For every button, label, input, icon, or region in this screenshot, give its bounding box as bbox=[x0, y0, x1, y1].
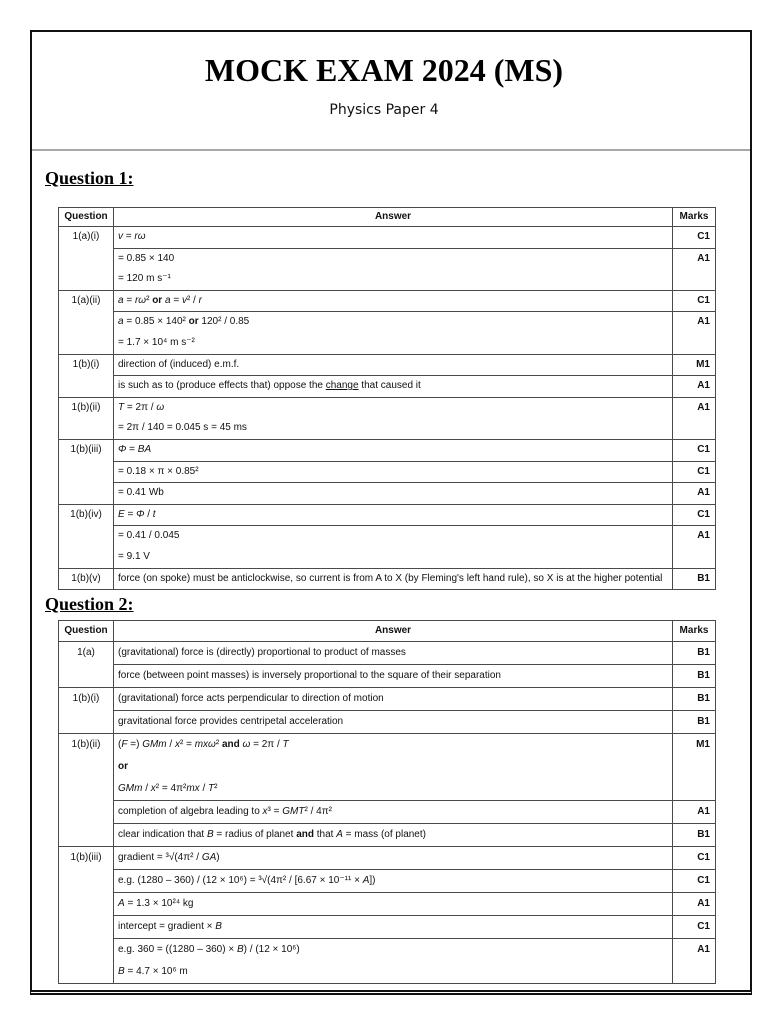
question-group bbox=[59, 226, 715, 290]
table-row bbox=[114, 800, 715, 823]
header-answer: Answer bbox=[374, 625, 412, 636]
answer-text: ( bbox=[118, 739, 122, 750]
mark-value: C1 bbox=[672, 847, 715, 869]
answer-text: t bbox=[152, 508, 156, 520]
answer-line bbox=[118, 688, 672, 710]
question-number: 1(b)(v) bbox=[59, 569, 114, 590]
answer-text: clear indication that bbox=[118, 829, 207, 840]
question-group bbox=[59, 354, 715, 397]
answer-line bbox=[118, 418, 672, 439]
mark-value: B1 bbox=[672, 688, 715, 710]
answer-text: or bbox=[188, 316, 199, 328]
answer-text: or bbox=[152, 294, 163, 306]
answer-text: force (on spoke) must be anticlockwise, so current is from A to X (by Fleming's left hand rule), so X is at the higher potential bbox=[118, 572, 663, 584]
answer-text: x bbox=[150, 783, 156, 794]
answer-text: e.g. 360 = ((1280 – 360) × bbox=[118, 944, 237, 955]
answer-text: ² bbox=[146, 294, 153, 306]
answer-text: direction of (induced) e.m.f. bbox=[118, 358, 240, 370]
answer-cell bbox=[114, 398, 672, 439]
mark-value: B1 bbox=[672, 711, 715, 733]
answer-line bbox=[118, 824, 672, 846]
answer-rows bbox=[114, 227, 715, 290]
answer-text: = mass (of planet) bbox=[342, 829, 426, 840]
answer-text: force (between point masses) is inversely proportional to the square of their separation bbox=[118, 670, 501, 681]
answer-line bbox=[118, 526, 672, 547]
answer-text: Φ bbox=[136, 508, 145, 520]
answer-line bbox=[118, 916, 672, 938]
answer-line bbox=[118, 249, 672, 270]
answer-text: ² = 4π² bbox=[155, 783, 187, 794]
answer-line bbox=[118, 398, 672, 419]
answer-cell bbox=[114, 916, 672, 938]
table-row bbox=[114, 248, 715, 290]
answer-text: = bbox=[126, 443, 138, 455]
answer-text: ]) bbox=[369, 875, 376, 886]
answer-text: x bbox=[174, 739, 180, 750]
header-marks: Marks bbox=[672, 621, 715, 641]
header-question: Question bbox=[59, 208, 114, 226]
answer-line bbox=[118, 734, 672, 756]
mark-value: C1 bbox=[672, 916, 715, 938]
answer-cell bbox=[114, 462, 672, 483]
answer-text: completion of algebra leading to bbox=[118, 806, 263, 817]
answer-line bbox=[118, 269, 672, 290]
answer-cell bbox=[114, 711, 672, 733]
answer-cell bbox=[114, 939, 672, 983]
table-row bbox=[114, 461, 715, 483]
question-number: 1(b)(iii) bbox=[59, 847, 114, 983]
answer-text: that caused it bbox=[358, 380, 421, 392]
answer-line bbox=[118, 756, 672, 778]
table-row bbox=[114, 664, 715, 687]
question-number: 1(a) bbox=[59, 642, 114, 687]
answer-text: that bbox=[313, 829, 337, 840]
answer-line bbox=[118, 333, 672, 354]
answer-text: = 0.41 Wb bbox=[118, 487, 164, 499]
answer-cell bbox=[114, 355, 672, 376]
table-row bbox=[114, 311, 715, 353]
answer-text: mxω bbox=[194, 739, 216, 750]
answer-text: T bbox=[282, 739, 289, 750]
answer-text: = 1.3 × 10²⁴ kg bbox=[124, 898, 194, 909]
answer-text: = 120 m s⁻¹ bbox=[118, 273, 171, 285]
question-group bbox=[59, 504, 715, 568]
answer-text: BA bbox=[137, 443, 152, 455]
answer-cell bbox=[114, 569, 672, 590]
question-number: 1(b)(iii) bbox=[59, 440, 114, 504]
mark-value: M1 bbox=[672, 355, 715, 376]
answer-text: = 2π / bbox=[250, 739, 283, 750]
answer-text: a bbox=[118, 316, 124, 328]
mark-value: C1 bbox=[672, 870, 715, 892]
answer-text: / bbox=[199, 783, 209, 794]
answer-text: 120² / 0.85 bbox=[198, 316, 250, 328]
answer-cell bbox=[114, 893, 672, 915]
answer-text: / bbox=[142, 783, 151, 794]
answer-text: is such as to (produce effects that) oppose the bbox=[118, 380, 326, 392]
answer-cell bbox=[114, 847, 672, 869]
answer-rows bbox=[114, 505, 715, 568]
mark-value: A1 bbox=[672, 249, 715, 290]
header-question: Question bbox=[59, 621, 114, 641]
mark-value: A1 bbox=[672, 526, 715, 567]
table-row bbox=[114, 525, 715, 567]
answer-text: = 9.1 V bbox=[118, 550, 150, 562]
answer-text: = bbox=[123, 294, 135, 306]
answer-text: r bbox=[198, 294, 202, 306]
answer-text: A bbox=[118, 898, 125, 909]
answer-text: = 2π / 140 = 0.045 s = 45 ms bbox=[118, 422, 247, 434]
mark-value: M1 bbox=[672, 734, 715, 800]
answer-line bbox=[118, 376, 672, 397]
answer-text: B bbox=[118, 966, 125, 977]
question-group bbox=[59, 439, 715, 504]
answer-text: = 1.7 × 10⁴ m s⁻² bbox=[118, 336, 195, 348]
answer-rows bbox=[114, 398, 715, 439]
answer-rows bbox=[114, 569, 715, 590]
answer-text: T bbox=[118, 401, 125, 413]
answer-line bbox=[118, 227, 672, 248]
question-group bbox=[59, 641, 715, 687]
answer-cell bbox=[114, 440, 672, 461]
answer-cell bbox=[114, 227, 672, 248]
table-row bbox=[114, 823, 715, 846]
answer-text: ³ = bbox=[267, 806, 283, 817]
answer-line bbox=[118, 547, 672, 568]
table-row bbox=[114, 482, 715, 504]
mark-value: A1 bbox=[672, 376, 715, 397]
answer-rows bbox=[114, 291, 715, 354]
answer-line bbox=[118, 961, 672, 983]
answer-text: A bbox=[362, 875, 370, 886]
answer-cell bbox=[114, 824, 672, 846]
answer-text: v bbox=[181, 294, 187, 306]
table-row bbox=[114, 847, 715, 869]
answer-text: E bbox=[118, 508, 125, 520]
mark-value: A1 bbox=[672, 893, 715, 915]
answer-line bbox=[118, 893, 672, 915]
table-row bbox=[114, 915, 715, 938]
table-row bbox=[114, 375, 715, 397]
answer-text: change bbox=[325, 380, 359, 392]
answer-cell bbox=[114, 376, 672, 397]
answer-text: = 4.7 × 10⁶ m bbox=[124, 966, 188, 977]
answer-cell bbox=[114, 249, 672, 290]
table-row bbox=[114, 710, 715, 733]
answer-line bbox=[118, 847, 672, 869]
answer-text: rω bbox=[134, 231, 146, 242]
answer-line bbox=[118, 505, 672, 526]
answer-text: = 2π / bbox=[124, 401, 157, 413]
question-number: 1(a)(ii) bbox=[59, 291, 114, 354]
answer-text: = 0.85 × 140 bbox=[118, 252, 175, 264]
answer-text: Φ bbox=[118, 443, 127, 455]
mark-value: C1 bbox=[672, 462, 715, 483]
answer-cell bbox=[114, 642, 672, 664]
answer-line bbox=[118, 569, 672, 590]
divider-line bbox=[32, 149, 750, 151]
answer-text: gravitational force provides centripetal acceleration bbox=[118, 716, 344, 727]
answer-text: and bbox=[296, 829, 314, 840]
answer-text: ω bbox=[156, 401, 165, 413]
answer-cell bbox=[114, 688, 672, 710]
answer-cell bbox=[114, 291, 672, 312]
answer-cell bbox=[114, 483, 672, 504]
table-row bbox=[114, 440, 715, 461]
answer-rows bbox=[114, 440, 715, 504]
answer-text: GA bbox=[201, 852, 217, 863]
question-group bbox=[59, 290, 715, 354]
answer-text: B bbox=[215, 921, 222, 932]
answer-text: = bbox=[170, 294, 182, 306]
table-row bbox=[114, 398, 715, 439]
table-row bbox=[114, 227, 715, 248]
answer-text: ) bbox=[216, 852, 220, 863]
answer-line bbox=[118, 665, 672, 687]
answer-cell bbox=[114, 734, 672, 800]
table-row bbox=[114, 892, 715, 915]
answer-line bbox=[118, 642, 672, 664]
question-group bbox=[59, 846, 715, 983]
answer-rows bbox=[114, 642, 715, 687]
answer-text: (gravitational) force acts perpendicular to direction of motion bbox=[118, 693, 384, 704]
mark-value: A1 bbox=[672, 939, 715, 983]
answer-text: and bbox=[221, 739, 240, 750]
mark-value: A1 bbox=[672, 312, 715, 353]
header-answer: Answer bbox=[374, 211, 412, 222]
answer-text: = 0.18 × π × 0.85² bbox=[118, 465, 199, 477]
answer-text: ² = bbox=[179, 739, 195, 750]
answer-line bbox=[118, 462, 672, 483]
table-header-row bbox=[59, 208, 715, 226]
answer-line bbox=[118, 870, 672, 892]
answer-cell bbox=[114, 665, 672, 687]
answer-text: = radius of planet bbox=[213, 829, 297, 840]
answer-text: (gravitational) force is (directly) proportional to product of masses bbox=[118, 647, 406, 658]
mark-value: B1 bbox=[672, 642, 715, 664]
answer-rows bbox=[114, 688, 715, 733]
answer-text: F bbox=[121, 739, 128, 750]
answer-text: gradient = ³√(4π² / bbox=[118, 852, 202, 863]
answer-text: ² / 4π² bbox=[304, 806, 332, 817]
mark-value: B1 bbox=[672, 824, 715, 846]
answer-line bbox=[118, 939, 672, 961]
answer-cell bbox=[114, 312, 672, 353]
answer-text: = 0.85 × 140² bbox=[123, 316, 189, 328]
mark-value: A1 bbox=[672, 398, 715, 439]
document-subtitle: Physics Paper 4 bbox=[329, 102, 439, 118]
question-number: 1(b)(ii) bbox=[59, 734, 114, 846]
answer-text: =) bbox=[127, 739, 143, 750]
answer-text: / bbox=[144, 508, 153, 520]
answer-rows bbox=[114, 355, 715, 397]
answer-line bbox=[118, 778, 672, 800]
answer-text: = 0.41 / 0.045 bbox=[118, 530, 180, 542]
header-marks: Marks bbox=[672, 208, 715, 226]
answer-text: ² bbox=[214, 783, 218, 794]
question-group bbox=[59, 687, 715, 733]
answer-text: B bbox=[236, 944, 244, 955]
answer-line bbox=[118, 440, 672, 461]
answer-text: = bbox=[124, 508, 137, 520]
question-number: 1(b)(i) bbox=[59, 355, 114, 397]
question-number: 1(a)(i) bbox=[59, 227, 114, 290]
table-row bbox=[114, 291, 715, 312]
answer-text: e.g. (1280 – 360) / (12 × 10⁶) = ³√(4π² / [6.67 × 10⁻¹¹ × bbox=[118, 875, 363, 886]
answer-text: v bbox=[118, 231, 123, 242]
answer-line bbox=[118, 483, 672, 504]
mark-value: A1 bbox=[672, 801, 715, 823]
question-group bbox=[59, 397, 715, 439]
mark-value: C1 bbox=[672, 505, 715, 526]
answer-cell bbox=[114, 870, 672, 892]
answer-text: ω bbox=[242, 739, 251, 750]
question-group bbox=[59, 733, 715, 846]
answer-text: or bbox=[118, 761, 128, 772]
table-row bbox=[114, 642, 715, 664]
question-number: 1(b)(ii) bbox=[59, 398, 114, 439]
document-title: MOCK EXAM 2024 (MS) bbox=[204, 52, 564, 88]
table-row bbox=[114, 869, 715, 892]
answer-cell bbox=[114, 505, 672, 526]
question-2-mark-scheme-table bbox=[58, 620, 716, 984]
answer-cell bbox=[114, 526, 672, 567]
answer-line bbox=[118, 711, 672, 733]
question-1-heading: Question 1: bbox=[45, 168, 134, 188]
mark-value: C1 bbox=[672, 440, 715, 461]
mark-value: C1 bbox=[672, 227, 715, 248]
answer-cell bbox=[114, 801, 672, 823]
answer-line bbox=[118, 355, 672, 376]
question-group bbox=[59, 568, 715, 590]
table-row bbox=[114, 938, 715, 983]
answer-rows bbox=[114, 847, 715, 983]
table-row bbox=[114, 355, 715, 376]
mark-value: A1 bbox=[672, 483, 715, 504]
answer-text: intercept = gradient × bbox=[118, 921, 216, 932]
table-row bbox=[114, 569, 715, 590]
table-row bbox=[114, 734, 715, 800]
table-header-row bbox=[59, 621, 715, 641]
answer-text: GMT bbox=[282, 806, 305, 817]
answer-text: a bbox=[164, 294, 171, 306]
question-2-heading: Question 2: bbox=[45, 594, 134, 614]
answer-text: T bbox=[208, 783, 215, 794]
question-number: 1(b)(i) bbox=[59, 688, 114, 733]
answer-rows bbox=[114, 734, 715, 846]
answer-line bbox=[118, 291, 672, 312]
answer-text: A bbox=[336, 829, 343, 840]
question-number: 1(b)(iv) bbox=[59, 505, 114, 568]
table-row bbox=[114, 505, 715, 526]
answer-text: rω bbox=[134, 294, 147, 306]
answer-text: ² bbox=[215, 739, 222, 750]
answer-line bbox=[118, 312, 672, 333]
answer-line bbox=[118, 801, 672, 823]
answer-text: B bbox=[206, 829, 214, 840]
answer-text: GMm bbox=[118, 783, 143, 794]
answer-text: GMm bbox=[142, 739, 167, 750]
answer-text: / bbox=[166, 739, 175, 750]
answer-text: mx bbox=[186, 783, 200, 794]
answer-text: a bbox=[118, 294, 124, 306]
answer-text: x bbox=[262, 806, 268, 817]
answer-text: = bbox=[123, 231, 135, 242]
question-1-mark-scheme-table bbox=[58, 207, 716, 590]
table-row bbox=[114, 688, 715, 710]
mark-value: C1 bbox=[672, 291, 715, 312]
mark-value: B1 bbox=[672, 569, 715, 590]
answer-text: ) / (12 × 10⁶) bbox=[243, 944, 300, 955]
mark-value: B1 bbox=[672, 665, 715, 687]
answer-text: ² / bbox=[186, 294, 199, 306]
